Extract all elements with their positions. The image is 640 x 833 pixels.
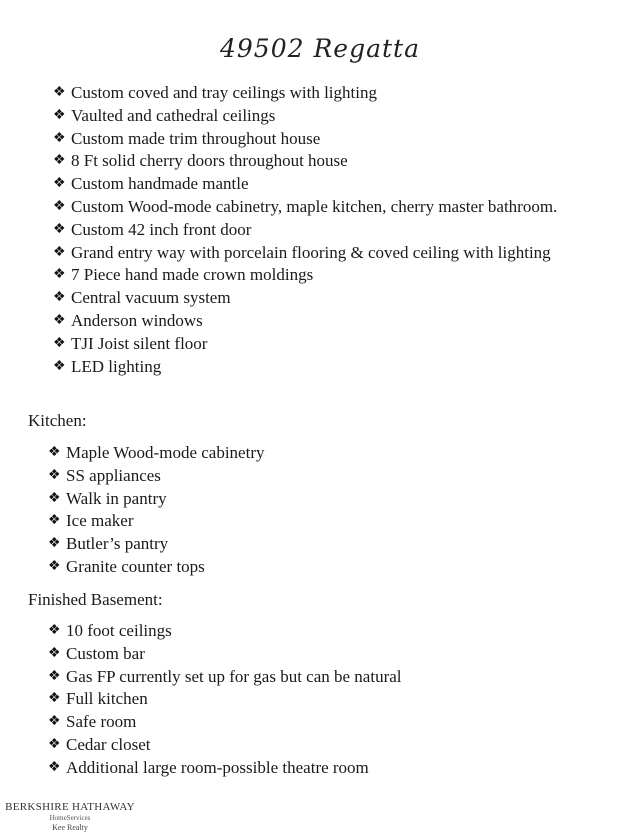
- list-item-text: Granite counter tops: [66, 556, 205, 576]
- diamond-bullet-icon: ❖: [48, 691, 61, 707]
- list-item-text: Additional large room-possible theatre room: [66, 757, 369, 777]
- list-item-text: Full kitchen: [66, 689, 148, 709]
- list-item: [53, 173, 613, 196]
- list-item: [53, 264, 613, 287]
- diamond-bullet-icon: ❖: [48, 714, 61, 730]
- list-item-text: Custom handmade mantle: [71, 174, 249, 194]
- list-item-text: Custom made trim throughout house: [71, 128, 321, 148]
- diamond-bullet-icon: ❖: [48, 558, 61, 574]
- diamond-bullet-icon: ❖: [53, 290, 66, 306]
- list-item: [48, 510, 608, 533]
- list-item-text: SS appliances: [66, 465, 161, 485]
- diamond-bullet-icon: ❖: [48, 759, 61, 775]
- list-item-text: Safe room: [66, 712, 137, 732]
- kitchen-list: [48, 442, 608, 579]
- list-item: [53, 333, 613, 356]
- list-item: [53, 310, 613, 333]
- list-item: [53, 196, 613, 219]
- list-item-text: Walk in pantry: [66, 488, 167, 508]
- document-title: 49502 Regatta: [220, 34, 420, 63]
- list-item-text: Cedar closet: [66, 734, 151, 754]
- list-item: [48, 620, 608, 643]
- diamond-bullet-icon: ❖: [53, 358, 66, 374]
- list-item-text: 7 Piece hand made crown moldings: [71, 265, 314, 285]
- list-item-text: Custom Wood-mode cabinetry, maple kitchen, cherry master bathroom.: [71, 196, 558, 216]
- list-item: [48, 643, 608, 666]
- diamond-bullet-icon: ❖: [53, 312, 66, 328]
- diamond-bullet-icon: ❖: [48, 623, 61, 638]
- diamond-bullet-icon: ❖: [53, 130, 66, 146]
- list-item-text: Butler’s pantry: [66, 534, 169, 554]
- kitchen-heading: Kitchen:: [28, 411, 87, 430]
- list-item-text: Custom bar: [66, 643, 145, 663]
- list-item-text: Ice maker: [66, 511, 134, 531]
- diamond-bullet-icon: ❖: [53, 107, 66, 123]
- list-item: [48, 734, 608, 757]
- list-item: [53, 150, 613, 173]
- features-list: [53, 82, 613, 378]
- list-item: [48, 488, 608, 511]
- list-item: [53, 287, 613, 310]
- list-item: [53, 128, 613, 151]
- diamond-bullet-icon: ❖: [53, 176, 66, 192]
- list-item-text: Custom 42 inch front door: [71, 219, 252, 239]
- brokerage-logo: [0, 802, 140, 832]
- basement-list: [48, 620, 608, 780]
- diamond-bullet-icon: ❖: [53, 198, 66, 214]
- list-item: [53, 82, 613, 105]
- logo-line-brand: BERKSHIRE HATHAWAY: [5, 801, 135, 813]
- diamond-bullet-icon: ❖: [53, 153, 66, 169]
- list-item: [48, 533, 608, 556]
- diamond-bullet-icon: ❖: [48, 668, 61, 684]
- list-item-text: Grand entry way with porcelain flooring & coved ceiling with lighting: [71, 242, 551, 262]
- diamond-bullet-icon: ❖: [48, 645, 61, 661]
- diamond-bullet-icon: ❖: [53, 244, 66, 260]
- diamond-bullet-icon: ❖: [48, 445, 61, 460]
- diamond-bullet-icon: ❖: [48, 513, 61, 529]
- logo-line-office: Kee Realty: [52, 823, 88, 832]
- diamond-bullet-icon: ❖: [53, 221, 66, 237]
- diamond-bullet-icon: ❖: [53, 267, 66, 283]
- list-item: [53, 242, 613, 265]
- list-item-text: 8 Ft solid cherry doors throughout house: [71, 151, 348, 171]
- list-item: [53, 105, 613, 128]
- list-item-text: 10 foot ceilings: [66, 621, 172, 640]
- list-item: [48, 666, 608, 689]
- list-item-text: Gas FP currently set up for gas but can be natural: [66, 666, 402, 686]
- list-item-text: Anderson windows: [71, 310, 203, 330]
- diamond-bullet-icon: ❖: [53, 85, 66, 100]
- diamond-bullet-icon: ❖: [48, 536, 61, 552]
- basement-heading: Finished Basement:: [28, 590, 163, 609]
- list-item-text: Vaulted and cathedral ceilings: [71, 105, 276, 125]
- diamond-bullet-icon: ❖: [53, 335, 66, 351]
- list-item-text: Maple Wood-mode cabinetry: [66, 443, 265, 462]
- list-item: [48, 757, 608, 780]
- list-item-text: TJI Joist silent floor: [71, 333, 208, 353]
- list-item: [48, 711, 608, 734]
- list-item: [53, 356, 613, 379]
- diamond-bullet-icon: ❖: [48, 736, 61, 752]
- logo-line-subbrand: HomeServices: [49, 814, 91, 822]
- list-item: [48, 556, 608, 579]
- list-item-text: Central vacuum system: [71, 288, 231, 308]
- list-item: [53, 219, 613, 242]
- list-item-text: Custom coved and tray ceilings with lighting: [71, 83, 377, 102]
- diamond-bullet-icon: ❖: [48, 467, 61, 483]
- list-item: [48, 442, 608, 465]
- diamond-bullet-icon: ❖: [48, 490, 61, 506]
- list-item: [48, 465, 608, 488]
- list-item: [48, 688, 608, 711]
- list-item-text: LED lighting: [71, 356, 162, 376]
